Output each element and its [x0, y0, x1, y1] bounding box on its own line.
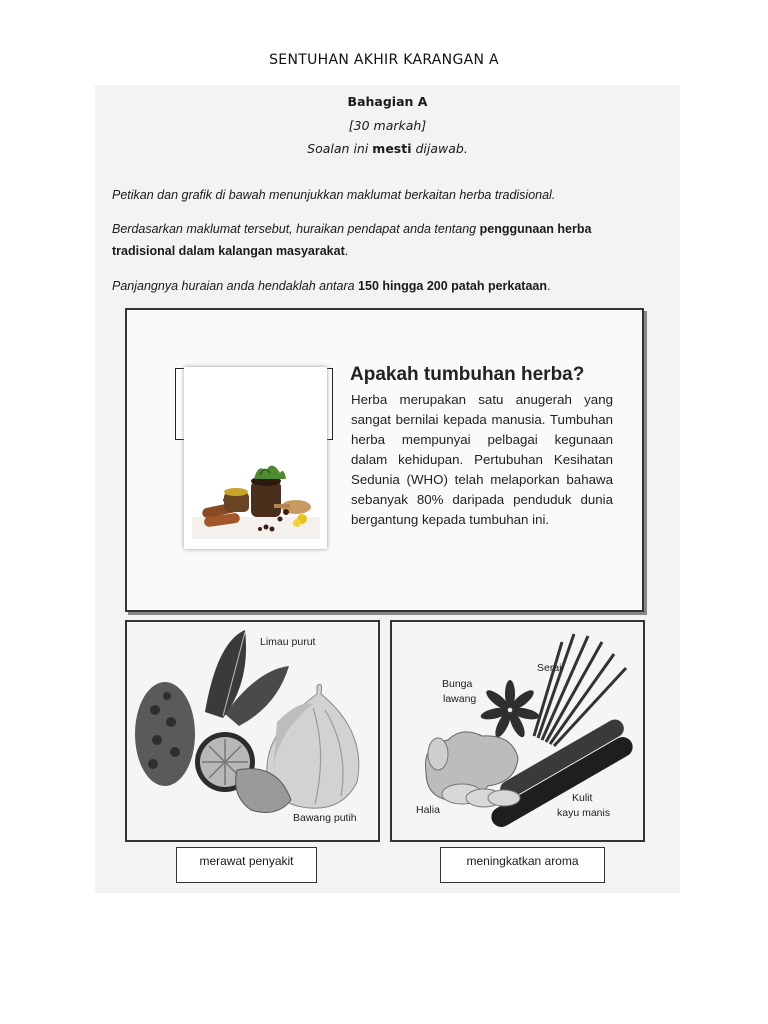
document-title: SENTUHAN AKHIR KARANGAN A [269, 52, 499, 68]
label-serai: Serai [537, 662, 562, 674]
length-paragraph: Panjangnya huraian anda hendaklah antara 150 hingga 200 patah perkataan. [112, 279, 551, 293]
label-limau-purut: Limau purut [260, 636, 316, 648]
instruction-line: Soalan ini mesti dijawab. [307, 141, 468, 156]
label-lawang: lawang [443, 693, 477, 705]
info-body: Herba merupakan satu anugerah yang sangat bernilai kepada manusia. Tumbuhan herba mempunyai pelbagai kegunaan dalam kehidupan. Pertubuhan Kesihatan Sedunia (WHO) telah melaporkan bahawa sebanyak 80% daripada penduduk dunia bergantung kepada tumbuhan ini. [351, 392, 613, 527]
panel-enhance-aroma [390, 620, 645, 842]
caption-meningkatkan-aroma: meningkatkan aroma [440, 847, 605, 883]
section-heading: Bahagian A [347, 94, 428, 109]
panel-treat-disease [125, 620, 380, 842]
label-kulit: Kulit [572, 792, 593, 804]
limau-bawang-illustration [127, 622, 378, 840]
label-bawang-putih: Bawang putih [293, 812, 357, 824]
herb-photo-card [184, 367, 327, 549]
label-bunga: Bunga [442, 678, 473, 690]
intro-paragraph: Petikan dan grafik di bawah menunjukkan maklumat berkaitan herba tradisional. [112, 188, 556, 202]
task-paragraph: Berdasarkan maklumat tersebut, huraikan pendapat anda tentang penggunaan herba tradisional dalam kalangan masyarakat. [112, 222, 592, 258]
caption-merawat-penyakit: merawat penyakit [176, 847, 317, 883]
info-title: Apakah tumbuhan herba? [350, 364, 585, 385]
herb-photo-illustration [184, 367, 327, 549]
label-kayu-manis: kayu manis [557, 807, 611, 819]
marks-label: [30 markah] [348, 118, 427, 133]
label-halia: Halia [416, 804, 440, 816]
